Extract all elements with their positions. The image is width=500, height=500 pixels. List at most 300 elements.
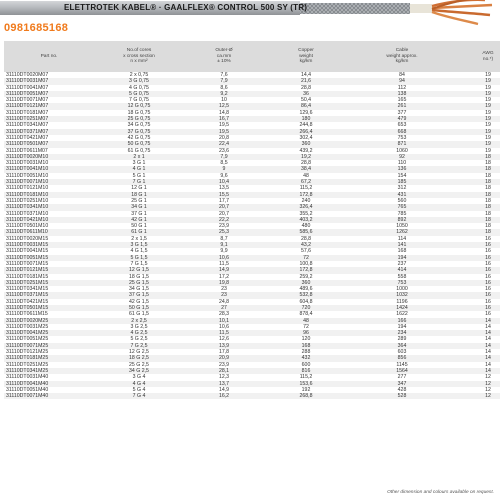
cell-cable-weight: 431	[348, 192, 456, 198]
cell-outer-diameter: 11,5	[184, 330, 264, 336]
cell-cable-weight: 1262	[348, 229, 456, 235]
cell-cable-weight: 377	[397, 109, 407, 116]
cell-cable-weight: 1050	[396, 223, 408, 230]
header-title: AWG	[482, 50, 494, 56]
cell-part-no: 31110DT0020M15	[6, 235, 49, 242]
cell-copper-weight: 244,8	[299, 122, 313, 129]
cell-awg: 16	[456, 305, 500, 311]
cell-cable-weight: 603	[397, 349, 407, 356]
cell-outer-diameter: 17,2	[218, 273, 230, 280]
cell-copper-weight: 115,2	[299, 185, 313, 192]
cell-part-no: 31110DT0501M07	[4, 141, 94, 147]
cell-awg: 16	[485, 311, 491, 318]
cell-outer-diameter: 13,5	[218, 185, 230, 192]
cell-cable-weight: 185	[348, 179, 456, 185]
cell-cores: 42 G 1	[94, 217, 184, 223]
cell-awg: 18	[485, 197, 491, 204]
cell-cores: 18 G 1	[94, 192, 184, 198]
cell-cable-weight: 154	[397, 172, 407, 179]
cell-cores: 7 G 1	[94, 179, 184, 185]
cell-outer-diameter: 11,5	[219, 260, 229, 267]
cell-part-no: 31110DT0051M15	[4, 255, 94, 261]
table-row	[4, 393, 500, 399]
cell-part-no: 31110DT0031M25	[6, 323, 49, 330]
header-sub: weight	[299, 53, 313, 59]
cell-part-no: 31110DT0341M15	[6, 286, 49, 293]
cell-awg: 16	[456, 255, 500, 261]
cell-cores: 50 G 1	[131, 223, 147, 230]
cell-awg: 12	[485, 374, 491, 381]
cell-awg: 14	[456, 330, 500, 336]
cell-part-no: 31110DT0041M25	[4, 330, 94, 336]
cell-outer-diameter: 23	[221, 286, 227, 293]
cell-cable-weight: 277	[397, 374, 407, 381]
cell-copper-weight: 172,8	[264, 192, 348, 198]
cell-part-no: 31110DT0031M07	[4, 78, 94, 84]
cell-copper-weight: 48	[264, 318, 348, 324]
cell-outer-diameter: 8,5	[220, 160, 228, 167]
cell-outer-diameter: 8,6	[220, 84, 228, 91]
cell-part-no: 31110DT0371M10	[6, 210, 49, 217]
cell-part-no: 31110DT0121M15	[4, 267, 94, 273]
cell-copper-weight: 67,2	[264, 179, 348, 185]
header-title: Copper	[298, 48, 314, 54]
cell-part-no: 31110DT0501M10	[6, 223, 49, 230]
cell-awg: 19	[485, 109, 491, 116]
cell-copper-weight: 480	[301, 223, 311, 230]
cell-cores: 3 G 1,5	[94, 242, 184, 248]
cell-copper-weight: 28,8	[300, 235, 312, 242]
cell-awg: 18	[485, 172, 491, 179]
cell-outer-diameter: 28,1	[184, 368, 264, 374]
cell-copper-weight: 180	[264, 116, 348, 122]
cell-copper-weight: 36	[264, 91, 348, 97]
header-title: Outer-Ø	[215, 48, 233, 54]
header-unit: kg/km	[299, 59, 313, 65]
header-sub: x cross section	[123, 53, 155, 59]
cell-cable-weight: 84	[399, 72, 405, 78]
cell-part-no: 31110DT0041M07	[6, 84, 49, 91]
cell-awg: 16	[485, 248, 491, 255]
cell-awg: 18	[456, 229, 500, 235]
cell-copper-weight: 21,6	[264, 78, 348, 84]
cell-cores: 61 G 1	[94, 229, 184, 235]
cell-cores: 4 G 2,5	[94, 330, 184, 336]
cell-awg: 14	[456, 355, 500, 361]
cell-cable-weight: 892	[348, 217, 456, 223]
cell-outer-diameter: 20,9	[184, 355, 264, 361]
cell-outer-diameter: 16,2	[184, 393, 264, 399]
cell-awg: 18	[456, 204, 500, 210]
header-cable-weight	[348, 41, 456, 72]
cell-cable-weight: 528	[348, 393, 456, 399]
cell-copper-weight: 100,8	[299, 260, 313, 267]
cell-cores: 3 G 2,5	[130, 323, 148, 330]
cell-part-no: 31110DT0421M15	[6, 298, 49, 305]
cell-copper-weight: 172,8	[264, 267, 348, 273]
cell-copper-weight: 288	[301, 349, 311, 356]
cell-awg: 18	[456, 179, 500, 185]
cell-outer-diameter: 12,3	[218, 374, 230, 381]
cell-awg: 18	[485, 223, 491, 230]
header-cores	[94, 41, 184, 72]
cell-awg: 18	[456, 192, 500, 198]
cell-outer-diameter: 20,7	[184, 204, 264, 210]
cell-copper-weight: 115,2	[299, 374, 313, 381]
cell-cores: 37 G 0,75	[94, 129, 184, 135]
cell-cable-weight: 560	[397, 197, 407, 204]
footnote: Other dimension and colours available on request.	[387, 490, 494, 495]
cell-cable-weight: 856	[348, 355, 456, 361]
cell-cable-weight: 1564	[348, 368, 456, 374]
cell-copper-weight: 532,8	[264, 292, 348, 298]
braid-shield	[300, 3, 410, 14]
cell-part-no: 31110DT0020M10	[4, 154, 94, 160]
cell-part-no: 31110DT0051M10	[6, 172, 49, 179]
cell-awg: 16	[485, 286, 491, 293]
cell-cores: 5 G 4	[132, 386, 146, 393]
cell-awg: 16	[456, 242, 500, 248]
cell-part-no: 31110DT0341M25	[4, 368, 94, 374]
cell-outer-diameter: 23	[184, 292, 264, 298]
cell-part-no: 31110DT0181M15	[6, 273, 49, 280]
cell-copper-weight: 96	[264, 330, 348, 336]
cell-outer-diameter: 20,7	[218, 210, 230, 217]
cell-part-no: 31110DT0371M07	[4, 129, 94, 135]
cell-cable-weight: 237	[397, 260, 407, 267]
cell-part-no: 31110DT0051M07	[4, 91, 94, 97]
cell-cable-weight: 92	[348, 154, 456, 160]
cell-cores: 5 G 0,75	[94, 91, 184, 97]
cell-cable-weight: 289	[397, 336, 407, 343]
cell-part-no: 31110DT0041M10	[4, 166, 94, 172]
cell-cores: 12 G 1	[131, 185, 147, 192]
cell-outer-diameter: 23,6	[218, 147, 230, 154]
cell-copper-weight: 489,6	[299, 286, 313, 293]
cell-cores: 42 G 0,75	[127, 134, 151, 141]
cell-cable-weight: 136	[348, 166, 456, 172]
cell-outer-diameter: 22,4	[184, 141, 264, 147]
cell-part-no: 31110DT0020M07	[6, 72, 49, 78]
cell-cores: 25 G 2,5	[129, 361, 149, 368]
cell-copper-weight: 355,2	[299, 210, 313, 217]
cell-cable-weight: 871	[348, 141, 456, 147]
cell-cores: 34 G 1	[94, 204, 184, 210]
cell-awg: 19	[485, 122, 491, 129]
cable-spec-table	[4, 41, 500, 399]
cable-product-image	[0, 0, 500, 31]
cell-cable-weight: 1424	[348, 305, 456, 311]
header-unit: n x mm²	[130, 59, 148, 65]
cell-copper-weight: 38,4	[264, 166, 348, 172]
header-sub: weight approx.	[386, 53, 418, 59]
cell-cable-weight: 1032	[348, 292, 456, 298]
cell-awg: 18	[456, 166, 500, 172]
cell-outer-diameter: 14,8	[218, 109, 230, 116]
cell-outer-diameter: 27	[184, 305, 264, 311]
cell-awg: 14	[456, 318, 500, 324]
cell-awg: 18	[485, 160, 491, 167]
cell-copper-weight: 360	[264, 280, 348, 286]
cell-copper-weight: 72	[264, 255, 348, 261]
cell-outer-diameter: 25,3	[184, 229, 264, 235]
cell-cable-weight: 1622	[396, 311, 408, 318]
cell-cable-weight: 1145	[396, 361, 408, 368]
cell-awg: 19	[485, 72, 491, 78]
cell-awg: 14	[485, 361, 491, 368]
cell-cable-weight: 414	[348, 267, 456, 273]
header-unit: kg/km	[395, 59, 409, 65]
header-sub: ca.mm	[216, 53, 232, 59]
cell-copper-weight: 439,2	[299, 147, 313, 154]
cell-cores: 42 G 1,5	[129, 298, 149, 305]
cell-cores: 3 G 4	[132, 374, 146, 381]
cell-copper-weight: 50,4	[300, 97, 312, 104]
cell-outer-diameter: 7,6	[220, 72, 228, 78]
cell-cable-weight: 785	[397, 210, 407, 217]
cell-copper-weight: 432	[264, 355, 348, 361]
cell-copper-weight: 28,8	[300, 84, 312, 91]
cell-cable-weight: 479	[348, 116, 456, 122]
header-title: Cable	[395, 48, 409, 54]
cell-part-no: 31110DT0251M25	[6, 361, 49, 368]
cell-copper-weight: 403,2	[264, 217, 348, 223]
cell-cores: 7 G 2,5	[94, 343, 184, 349]
cell-outer-diameter: 24,8	[218, 298, 230, 305]
cell-part-no: 31110DT0031M10	[6, 160, 49, 167]
cell-part-no: 31110DT0421M07	[6, 134, 49, 141]
header-copper-weight	[264, 41, 348, 72]
cell-cable-weight: 1000	[396, 286, 408, 293]
cell-cores: 4 G 1	[94, 166, 184, 172]
cell-awg: 18	[485, 185, 491, 192]
cell-cores: 5 G 2,5	[130, 336, 148, 343]
cell-copper-weight: 585,6	[264, 229, 348, 235]
table-body	[4, 72, 500, 399]
cell-cable-weight: 138	[348, 91, 456, 97]
cell-part-no: 31110DT0611M15	[6, 311, 48, 318]
cell-cores: 61 G 0,75	[127, 147, 151, 154]
cell-copper-weight: 326,4	[264, 204, 348, 210]
cell-awg: 16	[485, 260, 491, 267]
cell-awg: 19	[485, 97, 491, 104]
cell-outer-diameter: 9,2	[184, 91, 264, 97]
cell-part-no: 31110DT0421M10	[4, 217, 94, 223]
cell-cores: 37 G 1,5	[94, 292, 184, 298]
cell-cores: 18 G 2,5	[94, 355, 184, 361]
cell-cable-weight: 428	[397, 386, 407, 393]
cell-cores: 7 G 4	[94, 393, 184, 399]
cell-outer-diameter: 19,8	[184, 280, 264, 286]
cell-part-no: 31110DT0251M10	[6, 197, 49, 204]
cell-outer-diameter: 19,5	[184, 129, 264, 135]
cell-cores: 18 G 0,75	[127, 109, 151, 116]
cell-outer-diameter: 7,9	[184, 154, 264, 160]
cell-cable-weight: 1196	[396, 298, 408, 305]
cell-copper-weight: 72	[303, 323, 309, 330]
cell-cable-weight: 94	[348, 78, 456, 84]
cell-cable-weight: 112	[397, 84, 407, 91]
cell-copper-weight: 240	[301, 197, 311, 204]
cell-part-no: 31110DT0611M07	[6, 147, 48, 154]
cell-cores: 34 G 2,5	[94, 368, 184, 374]
cell-cable-weight: 194	[397, 323, 407, 330]
cell-awg: 16	[456, 280, 500, 286]
cell-copper-weight: 86,4	[264, 103, 348, 109]
cell-cores: 7 G 1,5	[130, 260, 148, 267]
header-sub: no.*)	[482, 56, 494, 62]
cell-part-no: 31110DT0071M10	[4, 179, 94, 185]
table-header-row	[4, 41, 500, 72]
cell-outer-diameter: 15,5	[184, 192, 264, 198]
cell-outer-diameter: 14,9	[218, 386, 230, 393]
cell-cores: 34 G 0,75	[127, 122, 151, 129]
cell-cores: 12 G 0,75	[94, 103, 184, 109]
cell-outer-diameter: 10,6	[184, 255, 264, 261]
cell-part-no: 31110DT0051M25	[6, 336, 49, 343]
cell-outer-diameter: 13,9	[184, 343, 264, 349]
cell-awg: 18	[485, 210, 491, 217]
cell-awg: 14	[456, 343, 500, 349]
cell-cable-weight: 753	[348, 280, 456, 286]
header-part-no	[4, 41, 94, 72]
cell-outer-diameter: 13,7	[184, 381, 264, 387]
cell-cores: 18 G 1,5	[129, 273, 149, 280]
cell-part-no: 31110DT0181M07	[6, 109, 49, 116]
cell-part-no: 31110DT0041M40	[4, 381, 94, 387]
cell-outer-diameter: 12,6	[218, 336, 230, 343]
cell-copper-weight: 268,8	[264, 393, 348, 399]
header-unit: ± 10%	[217, 59, 231, 65]
cell-part-no: 31110DT0251M15	[4, 280, 94, 286]
cell-cores: 5 G 1,5	[94, 255, 184, 261]
cell-cable-weight: 165	[397, 97, 407, 104]
cell-awg: 12	[456, 393, 500, 399]
cell-part-no: 31110DT0071M15	[6, 260, 49, 267]
cell-awg: 16	[456, 292, 500, 298]
cell-awg: 19	[456, 78, 500, 84]
cell-cable-weight: 364	[348, 343, 456, 349]
cell-cable-weight: 194	[348, 255, 456, 261]
cell-copper-weight: 302,4	[299, 134, 313, 141]
cell-awg: 19	[456, 129, 500, 135]
cell-copper-weight: 168	[264, 343, 348, 349]
cell-cable-weight: 168	[397, 248, 407, 255]
cell-cores: 5 G 1	[132, 172, 146, 179]
cell-part-no: 31110DT0251M07	[4, 116, 94, 122]
cell-copper-weight: 153,6	[264, 381, 348, 387]
cell-cores: 25 G 0,75	[94, 116, 184, 122]
cell-awg: 14	[485, 349, 491, 356]
cell-part-no: 31110DT0121M07	[4, 103, 94, 109]
cell-copper-weight: 266,4	[264, 129, 348, 135]
cell-cores: 2 x 1	[94, 154, 184, 160]
cell-cable-weight: 1060	[396, 147, 408, 154]
cell-cores: 25 G 1,5	[94, 280, 184, 286]
cell-cable-weight: 261	[348, 103, 456, 109]
cell-awg: 16	[485, 273, 491, 280]
cable-brand-print: ELETTROTEK KABEL® · GAALFLEX® CONTROL 500 SY (TR)	[64, 3, 308, 12]
cell-awg: 14	[456, 368, 500, 374]
cell-part-no: 31110DT0071M07	[6, 97, 49, 104]
cell-cores: 3 G 0,75	[94, 78, 184, 84]
cell-awg: 19	[485, 134, 491, 141]
cell-copper-weight: 129,6	[299, 109, 313, 116]
cell-part-no: 31110DT0121M10	[6, 185, 49, 192]
cell-outer-diameter: 9,9	[220, 248, 228, 255]
cell-outer-diameter: 14,9	[184, 267, 264, 273]
cell-cores: 25 G 1	[131, 197, 147, 204]
cell-cable-weight: 312	[397, 185, 407, 192]
cell-awg: 16	[456, 267, 500, 273]
cell-outer-diameter: 22,2	[184, 217, 264, 223]
cell-outer-diameter: 7,9	[184, 78, 264, 84]
cell-part-no: 31110DT0371M15	[4, 292, 94, 298]
cell-copper-weight: 43,2	[264, 242, 348, 248]
cell-part-no: 31110DT0020M25	[4, 318, 94, 324]
cell-copper-weight: 19,2	[264, 154, 348, 160]
cell-awg: 14	[485, 323, 491, 330]
watermark-phone: 0981685168	[4, 22, 69, 34]
cell-awg: 19	[456, 103, 500, 109]
cell-copper-weight: 57,6	[300, 248, 312, 255]
cell-awg: 19	[456, 91, 500, 97]
cell-copper-weight: 360	[264, 141, 348, 147]
cell-cores: 4 G 0,75	[129, 84, 149, 91]
header-title: No.of cores	[126, 48, 152, 54]
cell-copper-weight: 120	[301, 336, 311, 343]
cell-cores: 3 G 1	[132, 160, 146, 167]
cell-part-no: 31110DT0611M10	[4, 229, 94, 235]
cell-outer-diameter: 17,8	[218, 349, 230, 356]
cell-awg: 14	[485, 336, 491, 343]
cell-awg: 16	[485, 235, 491, 242]
cell-cores: 12 G 2,5	[129, 349, 149, 356]
cell-outer-diameter: 10,1	[184, 318, 264, 324]
cell-cores: 2 x 0,75	[129, 72, 149, 78]
cell-part-no: 31110DT0341M07	[6, 122, 49, 129]
cell-outer-diameter: 9,1	[184, 242, 264, 248]
cell-copper-weight: 28,8	[300, 160, 312, 167]
cell-part-no: 31110DT0181M10	[4, 192, 94, 198]
cell-cable-weight: 110	[397, 160, 407, 167]
cell-copper-weight: 14,4	[300, 72, 312, 78]
cell-awg: 19	[485, 147, 491, 154]
cell-outer-diameter: 10,4	[184, 179, 264, 185]
cell-cores: 7 G 0,75	[129, 97, 149, 104]
cell-cable-weight: 753	[397, 134, 407, 141]
cell-cores: 50 G 1,5	[94, 305, 184, 311]
cell-part-no: 31110DT0051M40	[6, 386, 49, 393]
cell-cable-weight: 668	[348, 129, 456, 135]
cell-part-no: 31110DT0071M40	[4, 393, 94, 399]
core-bundle	[410, 4, 432, 13]
cell-outer-diameter: 28,3	[218, 311, 230, 318]
cell-outer-diameter: 17,7	[218, 197, 230, 204]
cell-awg: 19	[456, 141, 500, 147]
cell-copper-weight: 878,4	[299, 311, 313, 318]
cell-outer-diameter: 23,9	[218, 361, 230, 368]
cell-outer-diameter: 9,6	[220, 172, 228, 179]
cell-outer-diameter: 19,5	[218, 122, 230, 129]
cell-cores: 37 G 1	[131, 210, 147, 217]
cell-part-no: 31110DT0031M40	[6, 374, 49, 381]
cell-cores: 2 x 1,5	[131, 235, 147, 242]
cell-part-no: 31110DT0501M15	[4, 305, 94, 311]
cell-cores: 4 G 4	[94, 381, 184, 387]
cell-cable-weight: 234	[348, 330, 456, 336]
cell-cable-weight: 166	[348, 318, 456, 324]
